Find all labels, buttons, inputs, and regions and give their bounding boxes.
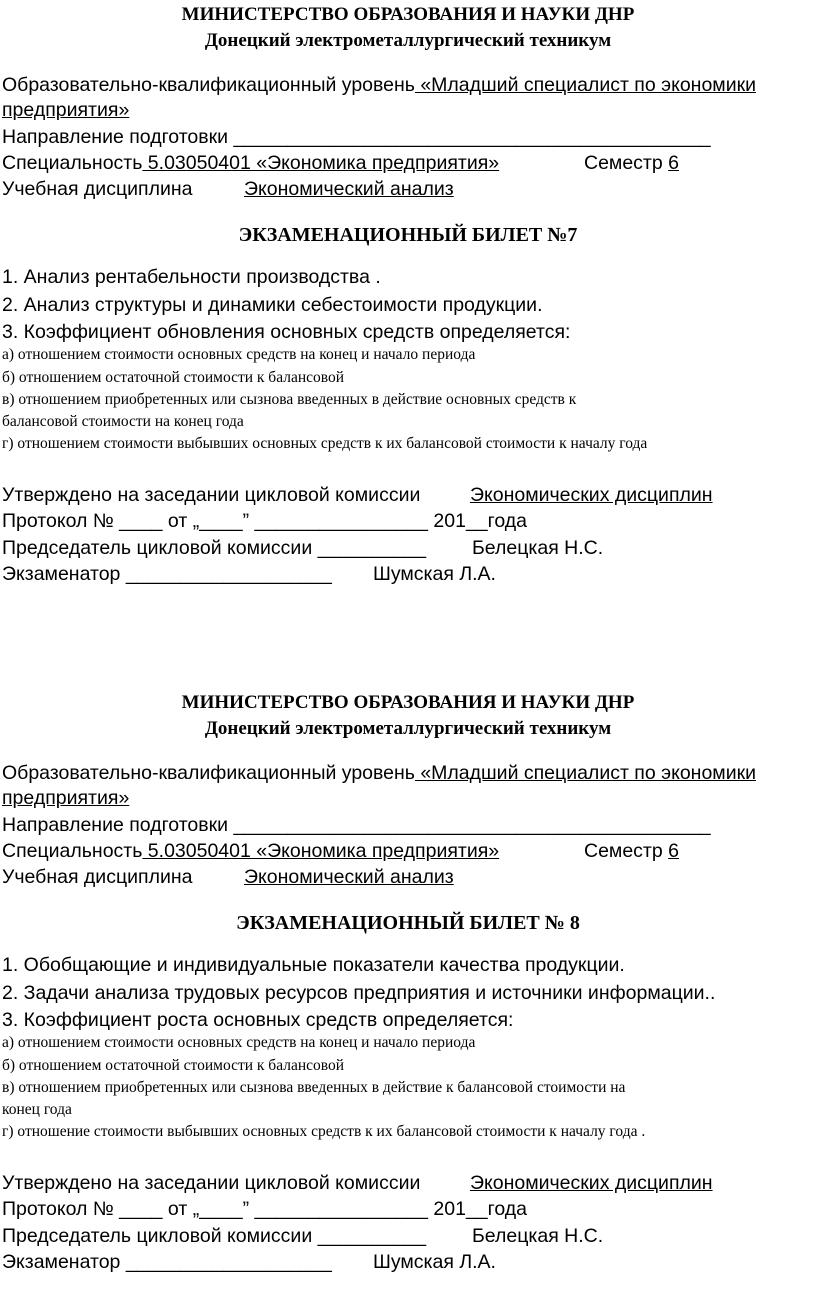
qualification-level-line — [2, 762, 756, 785]
qualification-level-line — [2, 74, 756, 97]
qualification-level-label: Образовательно-квалификационный уровень — [2, 762, 415, 784]
option-d: г) отношение стоимости выбывших основных средств к их балансовой стоимости к началу года . — [2, 1123, 646, 1140]
direction-line — [2, 814, 711, 837]
ministry-heading: МИНИСТЕРСТВО ОБРАЗОВАНИЯ И НАУКИ ДНР — [181, 4, 635, 25]
question-2: 2. Задачи анализа трудовых ресурсов предприятия и источники информации.. — [2, 982, 716, 1004]
examiner-line — [2, 563, 332, 586]
examiner-signature-blank: ___________________ — [125, 563, 332, 585]
approved-value: Экономических дисциплин — [470, 484, 713, 506]
qualification-level-value-cont: предприятия» — [2, 787, 130, 809]
semester-label: Семестр — [584, 840, 669, 862]
college-heading: Донецкий электрометаллургический техникум — [204, 30, 612, 51]
specialty-label: Специальность — [2, 152, 143, 174]
option-c: в) отношением приобретенных или сызнова введенных в действие основных средств к — [2, 391, 577, 408]
qualification-level-value: «Младший специалист по экономики — [414, 762, 757, 784]
question-3: 3. Коэффициент роста основных средств определяется: — [2, 1009, 514, 1031]
question-2: 2. Анализ структуры и динамики себестоимости продукции. — [2, 294, 543, 316]
discipline-value: Экономический анализ — [244, 178, 454, 200]
specialty-line — [2, 152, 499, 175]
examiner-signature-blank: ___________________ — [125, 1251, 332, 1273]
option-c-cont: балансовой стоимости на конец года — [2, 413, 244, 430]
examiner-name: Шумская Л.А. — [373, 1251, 496, 1273]
semester-field — [584, 840, 679, 863]
approved-value: Экономических дисциплин — [470, 1172, 713, 1194]
chair-line — [2, 537, 426, 560]
ticket-title: ЭКЗАМЕНАЦИОННЫЙ БИЛЕТ №7 — [238, 224, 578, 246]
ministry-heading: МИНИСТЕРСТВО ОБРАЗОВАНИЯ И НАУКИ ДНР — [181, 692, 635, 713]
qualification-level-value-cont: предприятия» — [2, 99, 130, 121]
chair-name: Белецкая Н.С. — [472, 537, 604, 559]
chair-label: Председатель цикловой комиссии — [2, 537, 318, 559]
discipline-label: Учебная дисциплина — [2, 866, 193, 888]
approved-label: Утверждено на заседании цикловой комиссии — [2, 484, 421, 506]
specialty-label: Специальность — [2, 840, 143, 862]
qualification-level-label: Образовательно-квалификационный уровень — [2, 74, 415, 96]
direction-label: Направление подготовки — [2, 126, 234, 148]
chair-label: Председатель цикловой комиссии — [2, 1225, 318, 1247]
examiner-label: Экзаменатор — [2, 563, 126, 585]
semester-label: Семестр — [584, 152, 669, 174]
semester-value: 6 — [668, 152, 679, 174]
protocol-line: Протокол № ____ от „____” ________________ 201__года — [2, 1198, 527, 1220]
direction-blank: ____________________________________________ — [233, 814, 711, 836]
examiner-name: Шумская Л.А. — [373, 563, 496, 585]
direction-label: Направление подготовки — [2, 814, 234, 836]
examiner-label: Экзаменатор — [2, 1251, 126, 1273]
option-b: б) отношением остаточной стоимости к балансовой — [2, 1057, 345, 1074]
question-1: 1. Обобщающие и индивидуальные показатели качества продукции. — [2, 954, 625, 976]
college-heading: Донецкий электрометаллургический техникум — [204, 718, 612, 739]
option-c-cont: конец года — [2, 1101, 72, 1118]
examiner-line — [2, 1251, 332, 1274]
question-1: 1. Анализ рентабельности производства . — [2, 266, 381, 288]
ticket-title: ЭКЗАМЕНАЦИОННЫЙ БИЛЕТ № 8 — [236, 912, 580, 934]
option-a: а) отношением стоимости основных средств на конец и начало периода — [2, 346, 476, 363]
protocol-line: Протокол № ____ от „____” ________________ 201__года — [2, 510, 527, 532]
option-b: б) отношением остаточной стоимости к балансовой — [2, 369, 345, 386]
chair-line — [2, 1225, 426, 1248]
direction-blank: ____________________________________________ — [233, 126, 711, 148]
semester-value: 6 — [668, 840, 679, 862]
question-3: 3. Коэффициент обновления основных средств определяется: — [2, 321, 571, 343]
specialty-value: 5.03050401 «Экономика предприятия» — [142, 840, 500, 862]
specialty-value: 5.03050401 «Экономика предприятия» — [142, 152, 500, 174]
option-d: г) отношением стоимости выбывших основных средств к их балансовой стоимости к началу года — [2, 435, 648, 452]
chair-signature-blank: __________ — [317, 537, 427, 559]
discipline-label: Учебная дисциплина — [2, 178, 193, 200]
approved-label: Утверждено на заседании цикловой комиссии — [2, 1172, 421, 1194]
discipline-value: Экономический анализ — [244, 866, 454, 888]
specialty-line — [2, 840, 499, 863]
option-c: в) отношением приобретенных или сызнова введенных в действие к балансовой стоимости на — [2, 1079, 626, 1096]
semester-field — [584, 152, 679, 175]
option-a: а) отношением стоимости основных средств на конец и начало периода — [2, 1034, 476, 1051]
qualification-level-value: «Младший специалист по экономики — [414, 74, 757, 96]
chair-signature-blank: __________ — [317, 1225, 427, 1247]
direction-line — [2, 126, 711, 149]
chair-name: Белецкая Н.С. — [472, 1225, 604, 1247]
